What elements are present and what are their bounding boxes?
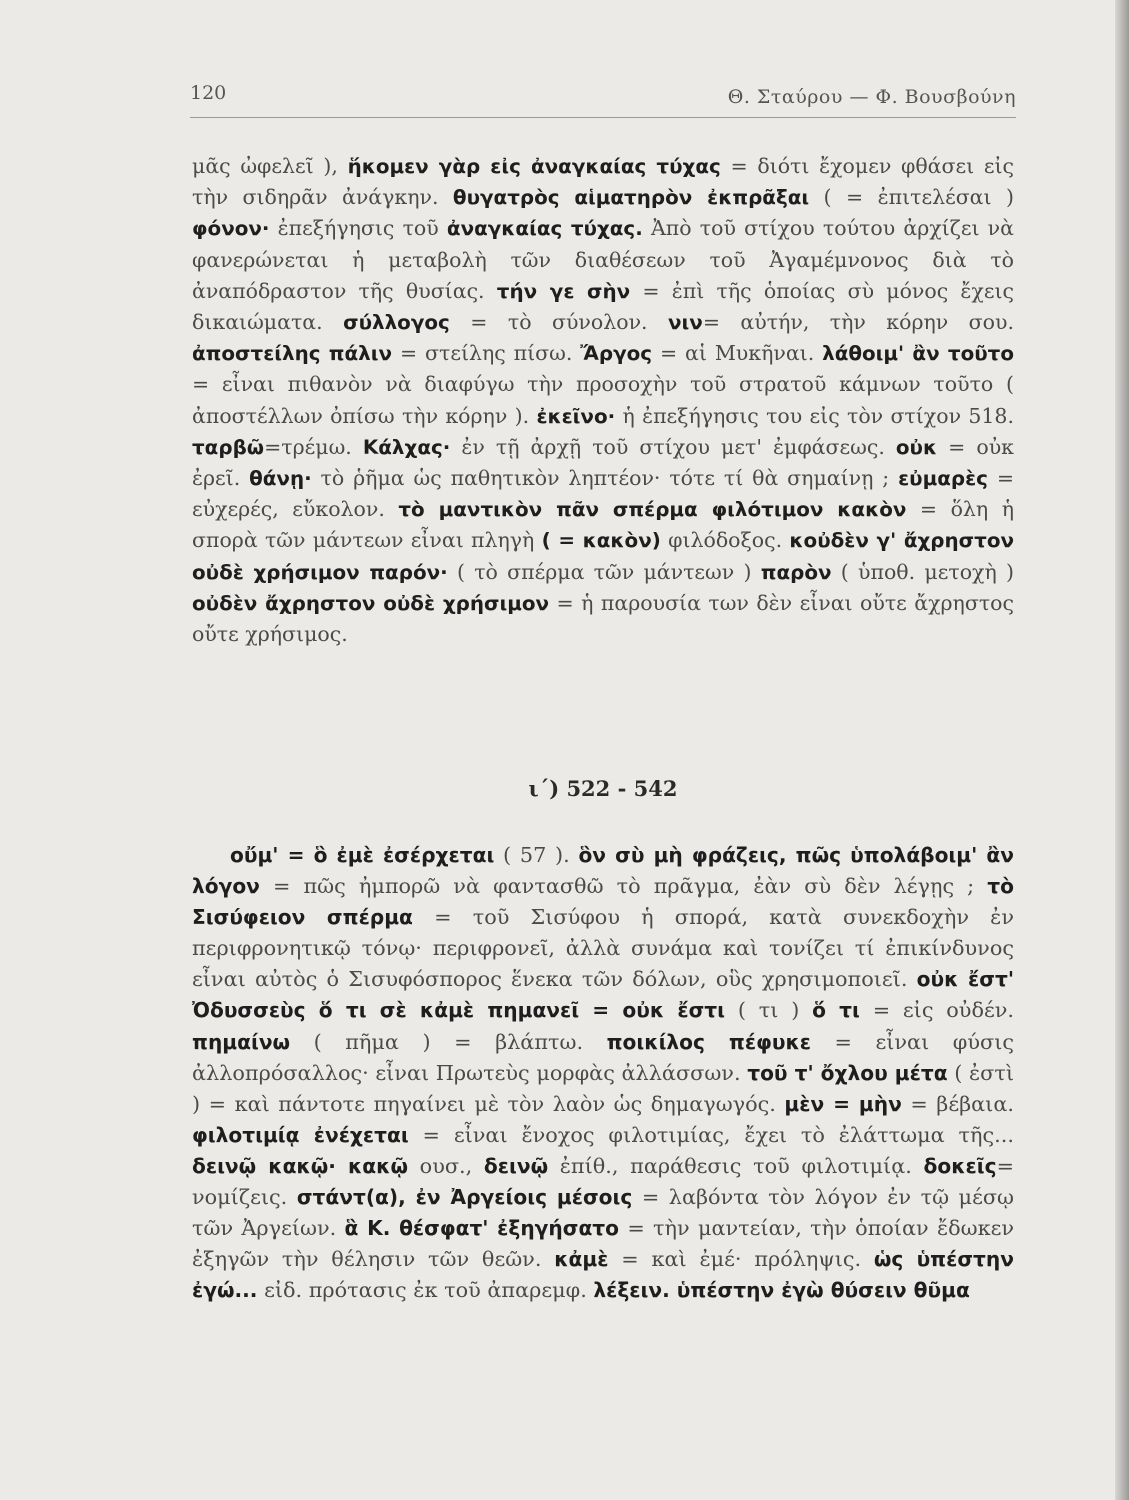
gloss-text: = τὸ σύνολον. xyxy=(449,310,668,335)
lemma-term: Κάλχας· xyxy=(362,435,451,459)
gloss-text: Ἀπὸ τοῦ στίχου τούτου ἀρχίζει νὰ φανερώνεται ἡ μεταβολὴ τῶν διαθέσεων τοῦ Ἀγαμέμνονος διὰ τὸ ἀναπόδραστον τῆς θυσίας. xyxy=(192,216,1014,303)
lemma-term: Ἄργος xyxy=(580,342,653,366)
lemma-term: σύλλογος xyxy=(343,311,450,335)
gloss-text: ἐπίθ., παράθεσις τοῦ φιλοτιμίᾳ. xyxy=(548,1153,924,1178)
lemma-term: φόνον· xyxy=(192,217,270,241)
gloss-text: = νομίζεις. xyxy=(192,1153,1014,1210)
gloss-text: = εἶναι ἔνοχος φιλοτιμίας, ἔχει τὸ ἐλάττωμα τῆς... xyxy=(408,1122,1014,1147)
gloss-text: φιλόδοξος. xyxy=(660,528,790,553)
lemma-term: λέξειν. ὑπέστην ἐγὼ θύσειν θῦμα xyxy=(593,1278,970,1303)
gloss-text: = εὐχερές, εὔκολον. xyxy=(192,466,1014,522)
lemma-term: στάντ(α), ἐν Ἀργείοις μέσοις xyxy=(296,1185,633,1210)
lemma-term: ὃν σὺ μὴ φράζεις, πῶς ὑπολάβοιμ' ἂν λόγον xyxy=(192,843,1014,899)
gloss-text: = διότι ἔχομεν φθάσει εἰς τὴν σιδηρᾶν ἀνάγκην. xyxy=(192,154,1014,210)
lemma-term: ἥκομεν γὰρ εἰς ἀναγκαίας τύχας xyxy=(347,155,721,178)
gloss-text: = ἐπὶ τῆς ὁποίας σὺ μόνος ἔχεις δικαιώματα. xyxy=(192,278,1014,335)
gloss-text: = τὴν μαντείαν, τὴν ὁποίαν ἔδωκεν ἐξηγῶν τὴν θέλησιν τῶν θεῶν. xyxy=(192,1216,1014,1272)
lemma-term: δεινῷ xyxy=(483,1153,549,1178)
lemma-term: λάθοιμ' ἂν τοῦτο xyxy=(822,342,1015,366)
gloss-text: ( ὑποθ. μετοχὴ ) xyxy=(831,559,1015,584)
page-binding-edge xyxy=(1115,0,1129,1500)
lemma-term: ταρβῶ xyxy=(192,435,265,459)
lemma-term: τὸ Σισύφειον σπέρμα xyxy=(192,874,1014,930)
lemma-term: τοῦ τ' ὄχλου μέτα xyxy=(747,1060,948,1085)
gloss-text: = εἶναι πιθανὸν νὰ διαφύγω τὴν προσοχὴν τοῦ στρατοῦ κάμνων τοῦτο ( ἀποστέλλων ὀπίσω τὴν κόρην ). xyxy=(192,372,1014,428)
commentary-paragraph-2 xyxy=(192,840,1014,1306)
lemma-term: παρὸν xyxy=(760,560,832,584)
lemma-term: δεινῷ κακῷ· κακῷ xyxy=(192,1153,408,1178)
gloss-text: ( τι ) xyxy=(725,998,813,1023)
gloss-text: = οὐκ ἐρεῖ. xyxy=(192,434,1014,491)
lemma-term: νιν xyxy=(667,311,703,335)
gloss-text: μᾶς ὠφελεῖ ), xyxy=(192,154,348,178)
lemma-term: κἀμὲ xyxy=(554,1247,609,1272)
gloss-text: = πῶς ἠμπορῶ νὰ φαντασθῶ τὸ πρᾶγμα, ἐὰν σὺ δὲν λέγῃς ; xyxy=(259,874,988,899)
gloss-text: ἐν τῇ ἀρχῇ τοῦ στίχου μετ' ἐμφάσεως. xyxy=(450,434,896,459)
gloss-text: =τρέμω. xyxy=(264,434,363,459)
gloss-text: = αἱ Μυκῆναι. xyxy=(652,341,823,366)
lemma-term: πημαίνω xyxy=(192,1029,291,1054)
section-heading: ι΄) 522 - 542 xyxy=(528,776,678,801)
lemma-term: ( = κακὸν) xyxy=(541,529,661,553)
gloss-text: εἰδ. πρότασις ἐκ τοῦ ἀπαρεμφ. xyxy=(257,1278,594,1303)
lemma-term: οὐκ xyxy=(895,435,938,459)
gloss-text: = ὅλη ἡ σπορὰ τῶν μάντεων εἶναι πληγὴ xyxy=(192,497,1015,553)
gloss-text: ( 57 ). xyxy=(494,843,579,867)
lemma-term: οὐκ ἔστ' Ὀδυσσεὺς ὅ τι σὲ κἀμὲ πημανεῖ = οὐκ ἔστι xyxy=(192,967,1014,1023)
lemma-term: δοκεῖς xyxy=(923,1153,997,1178)
lemma-term: θυγατρὸς αἱματηρὸν ἐκπρᾶξαι xyxy=(452,186,810,210)
gloss-text: = βέβαια. xyxy=(901,1091,1014,1116)
lemma-term: ἀποστείλης πάλιν xyxy=(192,342,393,366)
lemma-term: εὐμαρὲς xyxy=(898,467,988,491)
gloss-text: = λαβόντα τὸν λόγον ἐν τῷ μέσῳ τῶν Ἀργείων. xyxy=(192,1185,1015,1241)
gloss-text: ( ἐστὶ ) = καὶ πάντοτε πηγαίνει μὲ τὸν λαὸν ὡς δημαγωγός. xyxy=(192,1060,1014,1116)
gloss-text: ( τὸ σπέρμα τῶν μάντεων ) xyxy=(447,559,761,584)
gloss-text: ἡ ἐπεξήγησις του εἰς τὸν στίχον 518. xyxy=(615,403,1014,428)
gloss-text: = εἶναι φύσις ἀλλοπρόσαλλος· εἶναι Πρωτεὺς μορφὰς ἀλλάσσων. xyxy=(192,1029,1014,1085)
gloss-text: = εἰς οὐδέν. xyxy=(859,998,1014,1023)
lemma-term: ἐκεῖνο· xyxy=(536,404,616,428)
gloss-text: ἐπεξήγησις τοῦ xyxy=(269,216,447,241)
lemma-term: φιλοτιμίᾳ ἐνέχεται xyxy=(192,1122,409,1147)
lemma-term: τήν γε σὴν xyxy=(496,279,631,303)
gloss-text: ουσ., xyxy=(408,1153,484,1178)
gloss-text: τὸ ῥῆμα ὡς παθητικὸν ληπτέον· τότε τί θὰ σημαίνῃ ; xyxy=(311,466,899,491)
gloss-text: = αὐτήν, τὴν κόρην σου. xyxy=(702,310,1014,335)
gloss-text: ( = ἐπιτελέσαι ) xyxy=(809,185,1015,210)
gloss-text: = τοῦ Σισύφου ἡ σπορά, κατὰ συνεκδοχὴν ἐν περιφρονητικῷ τόνῳ· περιφρονεῖ, ἀλλὰ συνάμα καὶ τονίζει τί ἐπικίνδυνος εἶναι αὐτὸς ὁ Σισυφόσπορος ἕνεκα τῶν δόλων, οὓς χρησιμοποιεῖ. xyxy=(192,905,1014,992)
gloss-text: = ἡ παρουσία των δὲν εἶναι οὔτε ἄχρηστος οὔτε χρήσιμος. xyxy=(192,590,1014,647)
header-rule xyxy=(190,117,1016,118)
gloss-text: ( πῆμα ) = βλάπτω. xyxy=(290,1029,607,1054)
lemma-term: ὅ τι xyxy=(812,998,860,1023)
lemma-term: μὲν = μὴν xyxy=(784,1091,902,1116)
lemma-term: οὔμ' = ὃ ἐμὲ ἐσέρχεται xyxy=(230,843,495,867)
lemma-term: ἀναγκαίας τύχας. xyxy=(446,217,643,241)
lemma-term: ὡς ὑπέστην ἐγώ... xyxy=(192,1247,1014,1303)
lemma-term: ἃ Κ. θέσφατ' ἐξηγήσατο xyxy=(344,1216,620,1241)
lemma-term: θάνῃ· xyxy=(249,467,312,491)
gloss-text: = καὶ ἐμέ· πρόληψις. xyxy=(608,1247,874,1272)
gloss-text: = στείλης πίσω. xyxy=(392,341,581,366)
lemma-term: οὐδὲν ἄχρηστον οὐδὲ χρήσιμον xyxy=(192,591,550,615)
commentary-paragraph-1 xyxy=(192,151,1014,650)
lemma-term: τὸ μαντικὸν πᾶν σπέρμα φιλότιμον κακὸν xyxy=(398,498,907,522)
running-header xyxy=(190,82,1016,116)
lemma-term: ποικίλος πέφυκε xyxy=(606,1029,811,1054)
page-number: 120 xyxy=(190,82,227,104)
lemma-term: κοὐδὲν γ' ἄχρηστον οὐδὲ χρήσιμον παρόν· xyxy=(192,529,1015,584)
running-title: Θ. Σταύρου — Φ. Βουσβούνη xyxy=(727,86,1016,108)
